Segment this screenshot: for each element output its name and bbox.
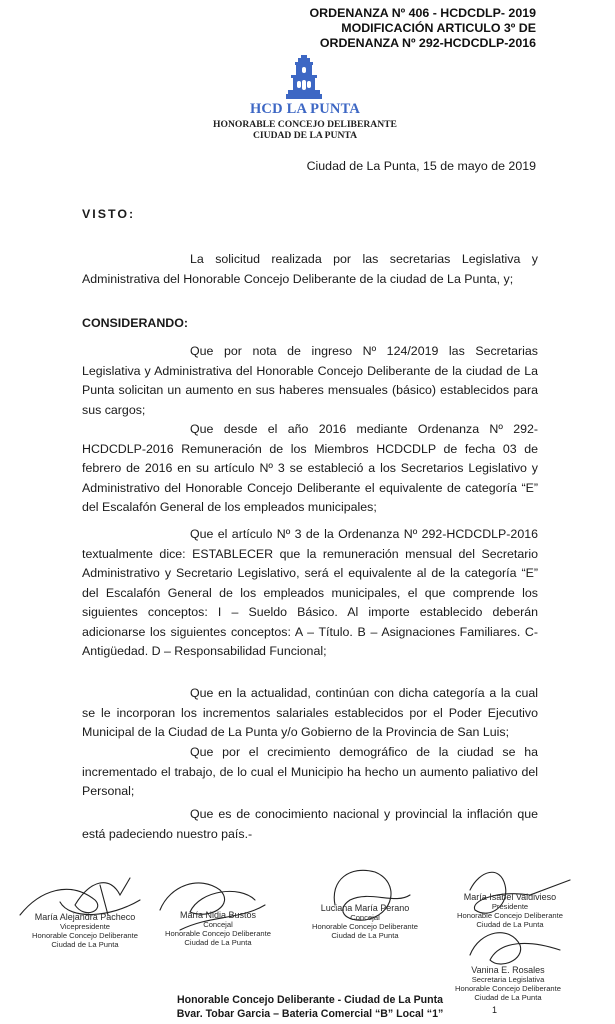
ordinance-line: MODIFICACIÓN ARTICULO 3º DE xyxy=(341,21,536,35)
considerando-paragraph: Que es de conocimiento nacional y provincial la inflación que está padeciendo nuestro país.- xyxy=(82,807,538,841)
signature-org: Honorable Concejo Deliberante xyxy=(32,931,138,940)
page-footer xyxy=(120,993,500,1021)
signature-role: Vicepresidente xyxy=(59,922,111,931)
institution-name xyxy=(150,119,460,141)
visto-paragraph: La solicitud realizada por las secretarias Legislativa y Administrativa del Honorable Concejo Deliberante de la ciudad de La Punta, y; xyxy=(82,252,538,286)
considerando-paragraph: Que desde el año 2016 mediante Ordenanza Nº 292-HCDCDLP-2016 Remuneración de los Miembros HCDCDLP de fecha 03 de febrero de 2016 en su artículo Nº 3 se estableció a los Secretarios Legislativo y Administrativo del Honorable Concejo Deliberante el equivalente de categoría “E” del Escalafón General de los empleados municipales; xyxy=(82,422,538,514)
signature-city: Ciudad de La Punta xyxy=(474,993,542,1002)
brand-name: HCD LA PUNTA xyxy=(249,101,361,117)
signature-role: Concejal xyxy=(203,920,233,929)
institution-line: HONORABLE CONCEJO DELIBERANTE xyxy=(213,119,397,130)
considerando-paragraph: Que por nota de ingreso Nº 124/2019 las Secretarias Legislativa y Administrativa del Honorable Concejo Deliberante de la ciudad de La Punta solicitan un aumento en sus haberes mensuales (básico) establecidos para sus cargos; xyxy=(82,344,538,417)
considerando-heading: CONSIDERANDO: xyxy=(82,316,189,330)
signature-org: Honorable Concejo Deliberante xyxy=(312,922,418,931)
signature-city: Ciudad de La Punta xyxy=(51,940,119,949)
ordinance-reference xyxy=(300,6,536,51)
signature-block xyxy=(158,911,278,947)
page-number: 1 xyxy=(492,1005,498,1015)
footer-line: Honorable Concejo Deliberante - Ciudad de La Punta xyxy=(176,994,444,1006)
signature-role: Secretaria Legislativa xyxy=(471,975,545,984)
tower-logo-icon xyxy=(286,55,322,101)
signature-org: Honorable Concejo Deliberante xyxy=(165,929,271,938)
considerando-paragraph: Que el artículo Nº 3 de la Ordenanza Nº 292-HCDCDLP-2016 textualmente dice: ESTABLECER que la remuneración mensual del Secretario Administrativo y Secretario Legislativo, será el equivalente al de la categoría “E” del Escalafón General de los empleados municipales, el que comprende los siguientes conceptos: I – Sueldo Básico. Al importe establecido deberán adicionarse los siguientes conceptos: A – Título. B – Asignaciones Familiares. C- Antigüedad. D – Responsabilidad Funcional; xyxy=(82,527,538,658)
signature-name: María Isabel Valdivieso xyxy=(463,892,557,902)
ordinance-line: ORDENANZA Nº 292-HCDCDLP-2016 xyxy=(319,36,536,50)
signature-name: Vanina E. Rosales xyxy=(471,965,545,975)
footer-line: Bvar. Tobar Garcia – Bateria Comercial “B” Local “1” xyxy=(176,1008,444,1020)
signature-org: Honorable Concejo Deliberante xyxy=(457,911,563,920)
signature-block xyxy=(20,913,150,949)
considerando-paragraph: Que en la actualidad, continúan con dicha categoría a la cual se le incorporan los incrementos salariales establecidos por el Poder Ejecutivo Municipal de la Ciudad de La Punta y/o Gobierno de la Provincia de San Luis; xyxy=(82,686,538,739)
visto-heading: VISTO: xyxy=(82,207,136,221)
considerando-paragraph: Que por el crecimiento demográfico de la ciudad se ha incrementado el trabajo, de lo cual el Municipio ha hecho un aumento paliativo del Personal; xyxy=(82,745,538,798)
date-line: Ciudad de La Punta, 15 de mayo de 2019 xyxy=(306,159,536,173)
signature-role: Presidente xyxy=(491,902,529,911)
signature-block xyxy=(300,904,430,940)
signature-city: Ciudad de La Punta xyxy=(476,920,544,929)
institution-line: CIUDAD DE LA PUNTA xyxy=(252,130,358,141)
signature-block xyxy=(440,893,580,929)
signature-role: Concejal xyxy=(350,913,380,922)
signature-org: Honorable Concejo Deliberante xyxy=(455,984,561,993)
signature-city: Ciudad de La Punta xyxy=(184,938,252,947)
signature-name: María Alejandra Pacheco xyxy=(34,912,136,922)
signature-name: Luciana María Perano xyxy=(320,903,410,913)
signature-city: Ciudad de La Punta xyxy=(331,931,399,940)
signature-name: María Nidia Bustos xyxy=(179,910,257,920)
ordinance-line: ORDENANZA Nº 406 - HCDCDLP- 2019 xyxy=(309,6,536,20)
